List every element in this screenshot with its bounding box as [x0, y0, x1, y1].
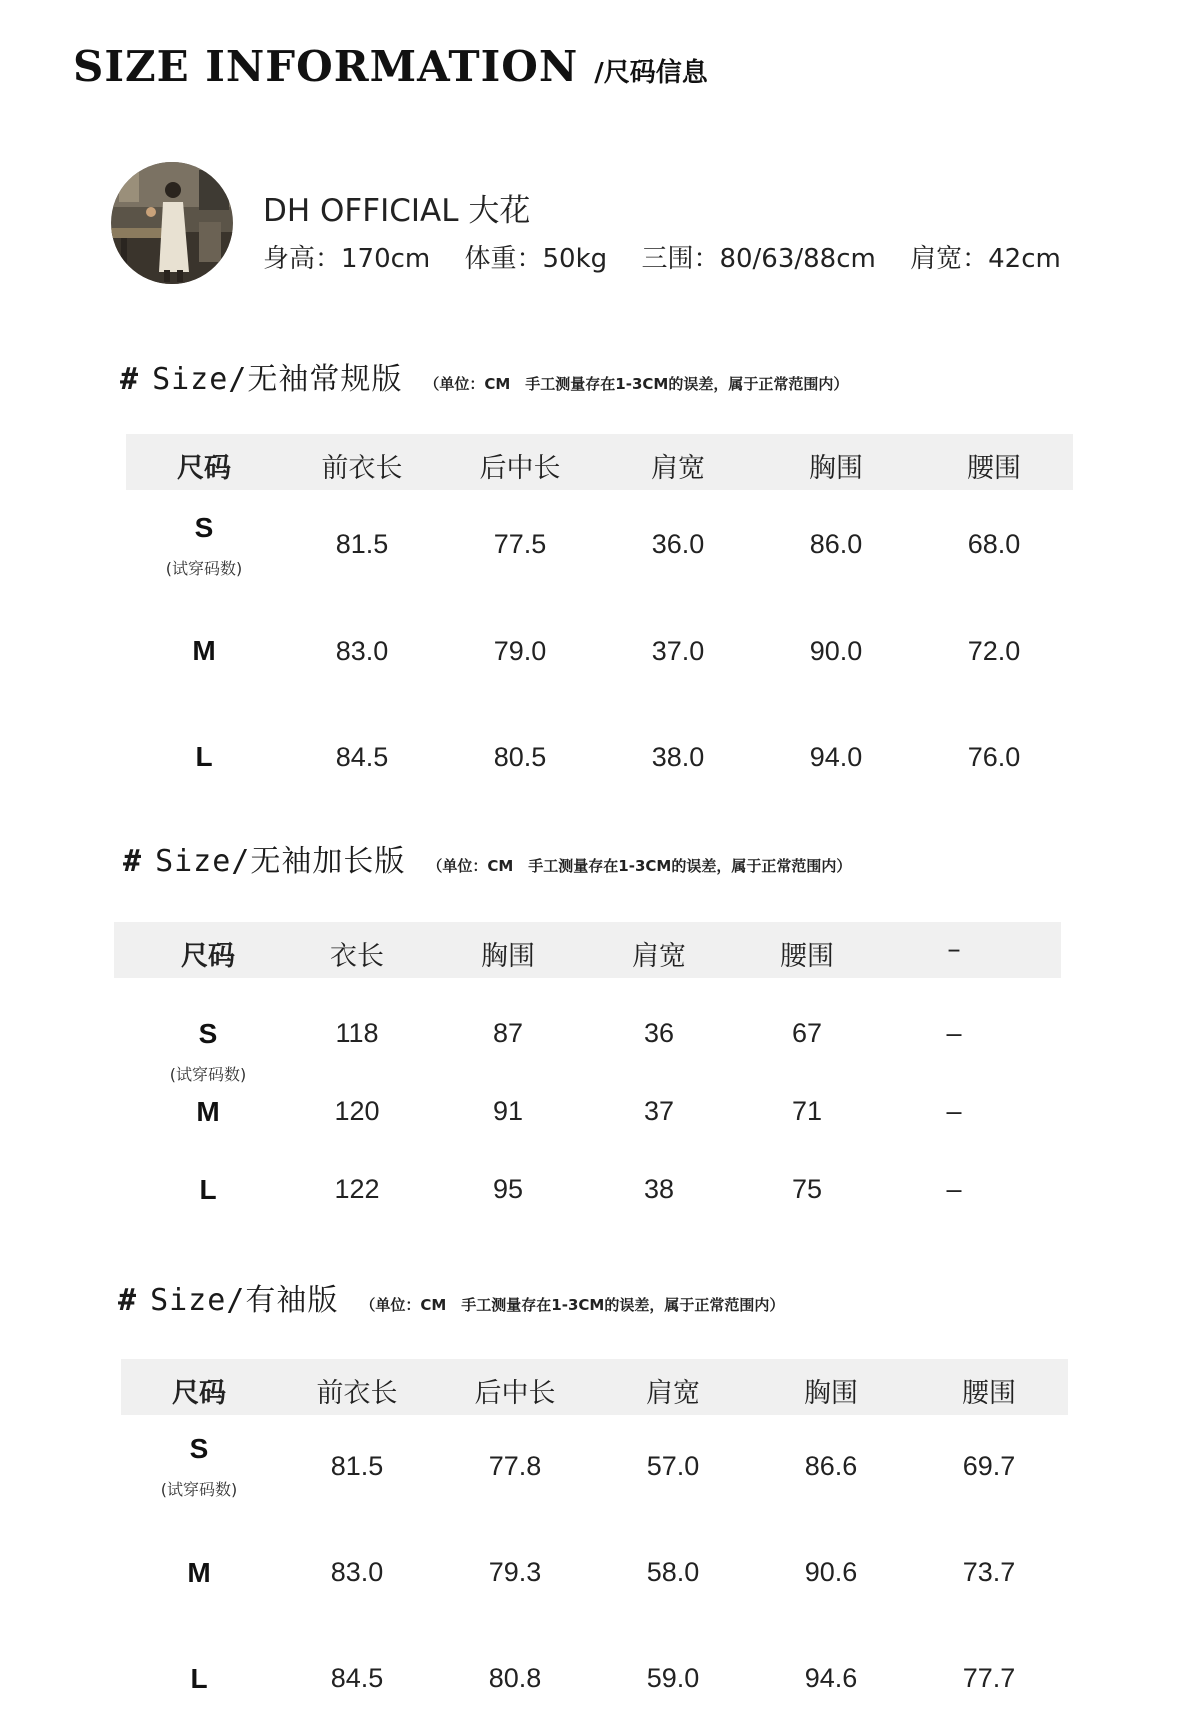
model-stats	[263, 238, 1087, 275]
model-measurements: 三围：80/63/88cm	[641, 244, 876, 274]
table-cell: 36	[643, 1018, 675, 1048]
table-cell: 37.0	[651, 636, 705, 666]
table-cell: 38	[643, 1174, 675, 1204]
table-cell: 90.0	[809, 636, 863, 666]
table-header-row	[114, 922, 1061, 978]
section-label: Size/有袖版	[150, 1283, 339, 1318]
size-label-m: M	[196, 1096, 220, 1127]
section-heading-sleeveless-regular	[120, 354, 848, 398]
header-col-1: 前衣长	[321, 453, 403, 484]
table-cell: 57.0	[646, 1451, 700, 1481]
model-weight: 体重：50kg	[464, 244, 608, 274]
table-cell: 79.3	[488, 1557, 542, 1587]
header-col-4: 腰围	[780, 941, 834, 972]
table-cell: 72.0	[967, 636, 1021, 666]
table-cell: 86.0	[809, 529, 863, 559]
try-on-note: (试穿码数)	[169, 1065, 247, 1084]
table-cell: 91	[492, 1096, 524, 1126]
table-header-row	[126, 434, 1073, 490]
table-cell: –	[946, 1096, 962, 1126]
table-cell: 120	[334, 1096, 380, 1126]
header-col-3: 肩宽	[632, 941, 686, 972]
section-note: （单位：CM 手工测量存在1-3CM的误差，属于正常范围内）	[427, 857, 852, 875]
table-cell: –	[946, 1018, 962, 1048]
table-cell: 77.7	[962, 1663, 1016, 1693]
table-cell: –	[946, 1174, 962, 1204]
size-label-l: L	[190, 1663, 208, 1694]
header-col-3: 肩宽	[651, 453, 705, 484]
table-cell: 122	[334, 1174, 380, 1204]
table-cell: 86.6	[804, 1451, 858, 1481]
model-shoulder: 肩宽：42cm	[910, 244, 1061, 274]
model-height: 身高：170cm	[263, 244, 431, 274]
header-col-3: 肩宽	[646, 1378, 700, 1409]
try-on-note: (试穿码数)	[165, 559, 243, 578]
hash-mark: #	[118, 1283, 137, 1318]
table-cell: 80.5	[493, 742, 547, 772]
table-cell: 58.0	[646, 1557, 700, 1587]
size-label-m: M	[192, 635, 216, 666]
header-size: 尺码	[177, 453, 231, 484]
table-cell: 118	[335, 1018, 379, 1048]
size-label-l: L	[195, 741, 213, 772]
model-avatar	[111, 162, 233, 284]
table-cell: 81.5	[330, 1451, 384, 1481]
section-note: （单位：CM 手工测量存在1-3CM的误差，属于正常范围内）	[424, 375, 849, 393]
table-cell: 59.0	[646, 1663, 700, 1693]
header-col-5: 腰围	[962, 1378, 1016, 1409]
section-heading-sleeveless-long	[123, 836, 851, 880]
header-col-5: –	[947, 934, 961, 965]
table-cell: 83.0	[335, 636, 389, 666]
table-cell: 95	[492, 1174, 524, 1204]
section-label: Size/无袖加长版	[155, 844, 406, 879]
header-col-4: 胸围	[804, 1378, 858, 1409]
table-header-row	[121, 1359, 1068, 1415]
table-cell: 84.5	[335, 742, 389, 772]
table-cell: 77.8	[488, 1451, 542, 1481]
table-cell: 67	[791, 1018, 823, 1048]
table-cell: 38.0	[651, 742, 705, 772]
size-label-s: S	[198, 1018, 218, 1049]
table-cell: 68.0	[967, 529, 1021, 559]
table-cell: 73.7	[962, 1557, 1016, 1587]
table-cell: 84.5	[330, 1663, 384, 1693]
table-cell: 83.0	[330, 1557, 384, 1587]
header-col-1: 前衣长	[316, 1378, 398, 1409]
table-cell: 94.6	[804, 1663, 858, 1693]
table-cell: 71	[791, 1096, 823, 1126]
hash-mark: #	[123, 844, 142, 879]
header-col-2: 后中长	[474, 1378, 556, 1409]
title-chinese: /尺码信息	[594, 58, 708, 88]
table-cell: 90.6	[804, 1557, 858, 1587]
header-col-5: 腰围	[967, 453, 1021, 484]
page-title	[73, 42, 708, 91]
table-cell: 75	[791, 1174, 823, 1204]
table-cell: 37	[643, 1096, 675, 1126]
table-cell: 87	[492, 1018, 524, 1048]
table-cell: 77.5	[493, 529, 547, 559]
table-cell: 81.5	[335, 529, 389, 559]
header-size: 尺码	[172, 1378, 226, 1409]
try-on-note: (试穿码数)	[160, 1480, 238, 1499]
table-cell: 69.7	[962, 1451, 1016, 1481]
section-heading-sleeved	[118, 1275, 784, 1319]
model-name: DH OFFICIAL 大花	[263, 193, 531, 229]
size-label-s: S	[194, 512, 214, 543]
size-label-m: M	[187, 1557, 211, 1588]
table-cell: 36.0	[651, 529, 705, 559]
header-col-2: 胸围	[481, 941, 535, 972]
header-size: 尺码	[181, 941, 235, 972]
title-english: SIZE INFORMATION	[73, 42, 579, 91]
header-col-1: 衣长	[330, 941, 384, 972]
table-cell: 94.0	[809, 742, 863, 772]
table-cell: 79.0	[493, 636, 547, 666]
hash-mark: #	[120, 362, 139, 397]
header-col-2: 后中长	[479, 453, 561, 484]
table-cell: 76.0	[967, 742, 1021, 772]
header-col-4: 胸围	[809, 453, 863, 484]
size-label-l: L	[199, 1174, 217, 1205]
section-note: （单位：CM 手工测量存在1-3CM的误差，属于正常范围内）	[360, 1296, 785, 1314]
section-label: Size/无袖常规版	[152, 362, 403, 397]
model-photo	[111, 162, 233, 284]
table-cell: 80.8	[488, 1663, 542, 1693]
size-label-s: S	[189, 1433, 209, 1464]
